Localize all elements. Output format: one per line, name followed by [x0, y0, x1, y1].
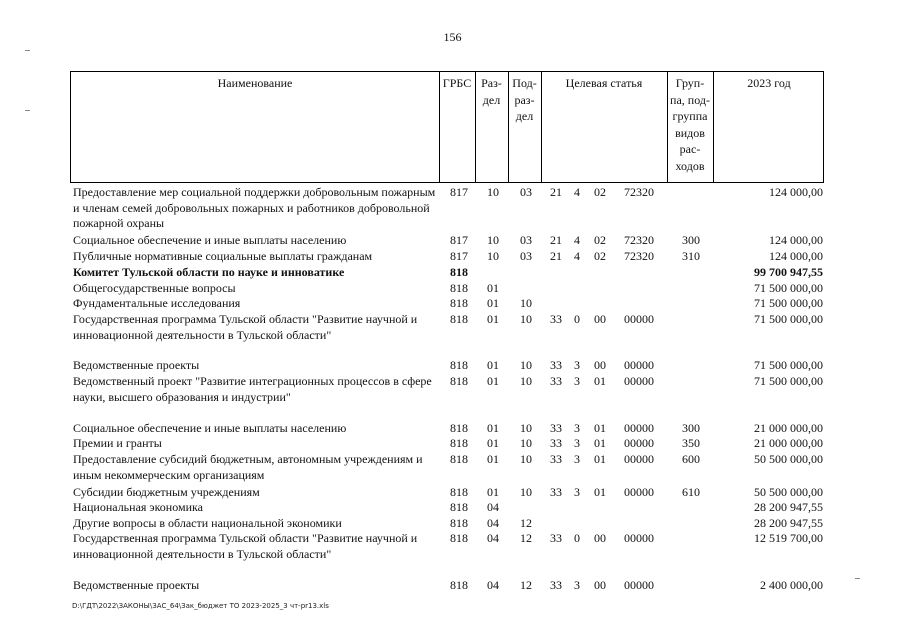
- row-amount: 21 000 000,00: [754, 421, 823, 435]
- row-razdel: 01: [487, 281, 499, 295]
- row-podrazdel: 10: [520, 374, 532, 388]
- row-amount: 124 000,00: [769, 233, 823, 247]
- row-name: Государственная программа Тульской области "Развитие научной и инновационной деятельности в Тульской области": [73, 312, 418, 342]
- row-target-direction: 72320: [624, 249, 654, 263]
- row-amount: 71 500 000,00: [754, 358, 823, 372]
- row-target-program: 33: [550, 358, 562, 372]
- row-razdel: 01: [487, 485, 499, 499]
- row-name: Предоставление субсидий бюджетным, автономным учреждениям и иным некоммерческим организациям: [73, 452, 423, 482]
- row-amount: 71 500 000,00: [754, 374, 823, 388]
- row-razdel: 10: [487, 249, 499, 263]
- row-razdel: 10: [487, 185, 499, 199]
- row-target-direction: 72320: [624, 185, 654, 199]
- row-target-direction: 00000: [624, 485, 654, 499]
- row-amount: 71 500 000,00: [754, 296, 823, 310]
- row-grbs: 817: [450, 233, 468, 247]
- row-target-main: 00: [594, 312, 606, 326]
- row-target-direction: 00000: [624, 421, 654, 435]
- row-name: Предоставление мер социальной поддержки добровольным пожарным и членам семей добровольных пожарных и работников добровольной пожарной охраны: [73, 185, 436, 230]
- row-podrazdel: 10: [520, 485, 532, 499]
- row-razdel: 01: [487, 296, 499, 310]
- row-target-main: 01: [594, 485, 606, 499]
- row-name: Ведомственный проект "Развитие интеграционных процессов в сфере науки, высшего образования и индустрии": [73, 374, 432, 404]
- row-podrazdel: 03: [520, 249, 532, 263]
- row-grbs: 817: [450, 249, 468, 263]
- row-target-program: 21: [550, 233, 562, 247]
- margin-mark: [25, 110, 30, 111]
- row-amount: 124 000,00: [769, 249, 823, 263]
- row-target-sub: 3: [574, 374, 580, 388]
- row-name: Публичные нормативные социальные выплаты гражданам: [73, 249, 373, 263]
- row-razdel: 01: [487, 358, 499, 372]
- page-number: 156: [443, 30, 462, 44]
- row-name: Государственная программа Тульской области "Развитие научной и инновационной деятельности в Тульской области": [73, 531, 418, 561]
- footer-file-path: D:\ГДТ\2022\ЗАКОНЫ\ЗАС_64\Зак_бюджет ТО 2023-2025_3 чт-pr13.xls: [72, 602, 329, 610]
- row-amount: 71 500 000,00: [754, 281, 823, 295]
- row-grbs: 818: [450, 281, 468, 295]
- row-target-main: 01: [594, 452, 606, 466]
- row-grbs: 818: [450, 531, 468, 545]
- row-target-program: 21: [550, 185, 562, 199]
- row-target-main: 01: [594, 421, 606, 435]
- row-target-direction: 00000: [624, 374, 654, 388]
- row-vid: 300: [682, 233, 700, 247]
- row-name: Фундаментальные исследования: [73, 296, 241, 310]
- row-podrazdel: 10: [520, 452, 532, 466]
- row-target-main: 02: [594, 185, 606, 199]
- row-name: Социальное обеспечение и иные выплаты населению: [73, 233, 347, 247]
- row-grbs: 818: [450, 421, 468, 435]
- row-target-program: 33: [550, 485, 562, 499]
- row-target-direction: 00000: [624, 578, 654, 592]
- row-grbs: 818: [450, 358, 468, 372]
- row-target-program: 33: [550, 436, 562, 450]
- header-podrazdel: Под- раз- дел: [512, 76, 537, 123]
- row-podrazdel: 10: [520, 436, 532, 450]
- row-name: Комитет Тульской области по науке и инноватике: [73, 265, 345, 279]
- row-target-sub: 4: [574, 249, 580, 263]
- row-target-main: 00: [594, 531, 606, 545]
- row-razdel: 01: [487, 436, 499, 450]
- row-name: Общегосударственные вопросы: [73, 281, 236, 295]
- row-grbs: 818: [450, 578, 468, 592]
- header-target: Целевая статья: [565, 76, 643, 90]
- row-target-sub: 0: [574, 531, 580, 545]
- header-vid: Груп- па, под- группа видов рас- ходов: [670, 76, 710, 173]
- row-target-main: 02: [594, 233, 606, 247]
- row-target-sub: 3: [574, 421, 580, 435]
- header-grbs: ГРБС: [442, 76, 472, 90]
- header-razdel: Раз- дел: [481, 76, 502, 107]
- row-name: Ведомственные проекты: [73, 358, 200, 372]
- row-amount: 28 200 947,55: [754, 516, 823, 530]
- row-target-program: 33: [550, 312, 562, 326]
- row-target-program: 33: [550, 578, 562, 592]
- row-grbs: 818: [450, 312, 468, 326]
- row-target-program: 21: [550, 249, 562, 263]
- row-target-direction: 00000: [624, 436, 654, 450]
- row-target-direction: 00000: [624, 312, 654, 326]
- row-vid: 610: [682, 485, 700, 499]
- row-name: Другие вопросы в области национальной экономики: [73, 516, 342, 530]
- row-razdel: 04: [487, 500, 499, 514]
- row-podrazdel: 12: [520, 516, 532, 530]
- header-name: Наименование: [217, 76, 293, 90]
- row-razdel: 04: [487, 531, 499, 545]
- row-amount: 2 400 000,00: [760, 578, 823, 592]
- header-year: 2023 год: [747, 76, 791, 90]
- row-vid: 350: [682, 436, 700, 450]
- row-razdel: 01: [487, 452, 499, 466]
- row-target-sub: 3: [574, 358, 580, 372]
- row-target-sub: 4: [574, 233, 580, 247]
- row-podrazdel: 12: [520, 578, 532, 592]
- row-target-main: 02: [594, 249, 606, 263]
- row-podrazdel: 03: [520, 233, 532, 247]
- row-target-program: 33: [550, 421, 562, 435]
- row-razdel: 04: [487, 578, 499, 592]
- row-target-direction: 00000: [624, 452, 654, 466]
- margin-mark: [25, 50, 30, 51]
- row-target-direction: 00000: [624, 358, 654, 372]
- row-razdel: 01: [487, 421, 499, 435]
- row-name: Социальное обеспечение и иные выплаты населению: [73, 421, 347, 435]
- row-grbs: 818: [450, 374, 468, 388]
- row-podrazdel: 10: [520, 312, 532, 326]
- row-amount: 12 519 700,00: [754, 531, 823, 545]
- row-amount: 50 500 000,00: [754, 452, 823, 466]
- row-podrazdel: 10: [520, 421, 532, 435]
- row-target-program: 33: [550, 531, 562, 545]
- row-vid: 310: [682, 249, 700, 263]
- row-grbs: 818: [450, 296, 468, 310]
- row-target-program: 33: [550, 374, 562, 388]
- row-target-sub: 4: [574, 185, 580, 199]
- row-razdel: 04: [487, 516, 499, 530]
- row-vid: 600: [682, 452, 700, 466]
- row-grbs: 818: [450, 452, 468, 466]
- row-target-sub: 3: [574, 452, 580, 466]
- row-grbs: 818: [450, 436, 468, 450]
- row-target-direction: 00000: [624, 531, 654, 545]
- row-target-main: 00: [594, 578, 606, 592]
- row-target-main: 00: [594, 358, 606, 372]
- row-name: Субсидии бюджетным учреждениям: [73, 485, 260, 499]
- row-target-sub: 3: [574, 578, 580, 592]
- row-amount: 124 000,00: [769, 185, 823, 199]
- row-grbs: 818: [450, 485, 468, 499]
- row-name: Премии и гранты: [73, 436, 162, 450]
- row-grbs: 818: [450, 500, 468, 514]
- row-grbs: 818: [450, 265, 468, 279]
- row-razdel: 10: [487, 233, 499, 247]
- row-grbs: 817: [450, 185, 468, 199]
- row-target-direction: 72320: [624, 233, 654, 247]
- row-grbs: 818: [450, 516, 468, 530]
- row-podrazdel: 10: [520, 358, 532, 372]
- row-amount: 28 200 947,55: [754, 500, 823, 514]
- row-target-sub: 3: [574, 485, 580, 499]
- row-razdel: 01: [487, 312, 499, 326]
- row-podrazdel: 03: [520, 185, 532, 199]
- row-amount: 50 500 000,00: [754, 485, 823, 499]
- row-name: Национальная экономика: [73, 500, 203, 514]
- row-amount: 21 000 000,00: [754, 436, 823, 450]
- row-amount: 71 500 000,00: [754, 312, 823, 326]
- row-name: Ведомственные проекты: [73, 578, 200, 592]
- row-razdel: 01: [487, 374, 499, 388]
- row-vid: 300: [682, 421, 700, 435]
- row-target-main: 01: [594, 374, 606, 388]
- margin-mark: [855, 578, 860, 579]
- row-podrazdel: 10: [520, 296, 532, 310]
- row-target-sub: 0: [574, 312, 580, 326]
- table-header: [70, 71, 824, 183]
- row-target-program: 33: [550, 452, 562, 466]
- row-target-main: 01: [594, 436, 606, 450]
- row-amount: 99 700 947,55: [754, 265, 823, 279]
- row-target-sub: 3: [574, 436, 580, 450]
- row-podrazdel: 12: [520, 531, 532, 545]
